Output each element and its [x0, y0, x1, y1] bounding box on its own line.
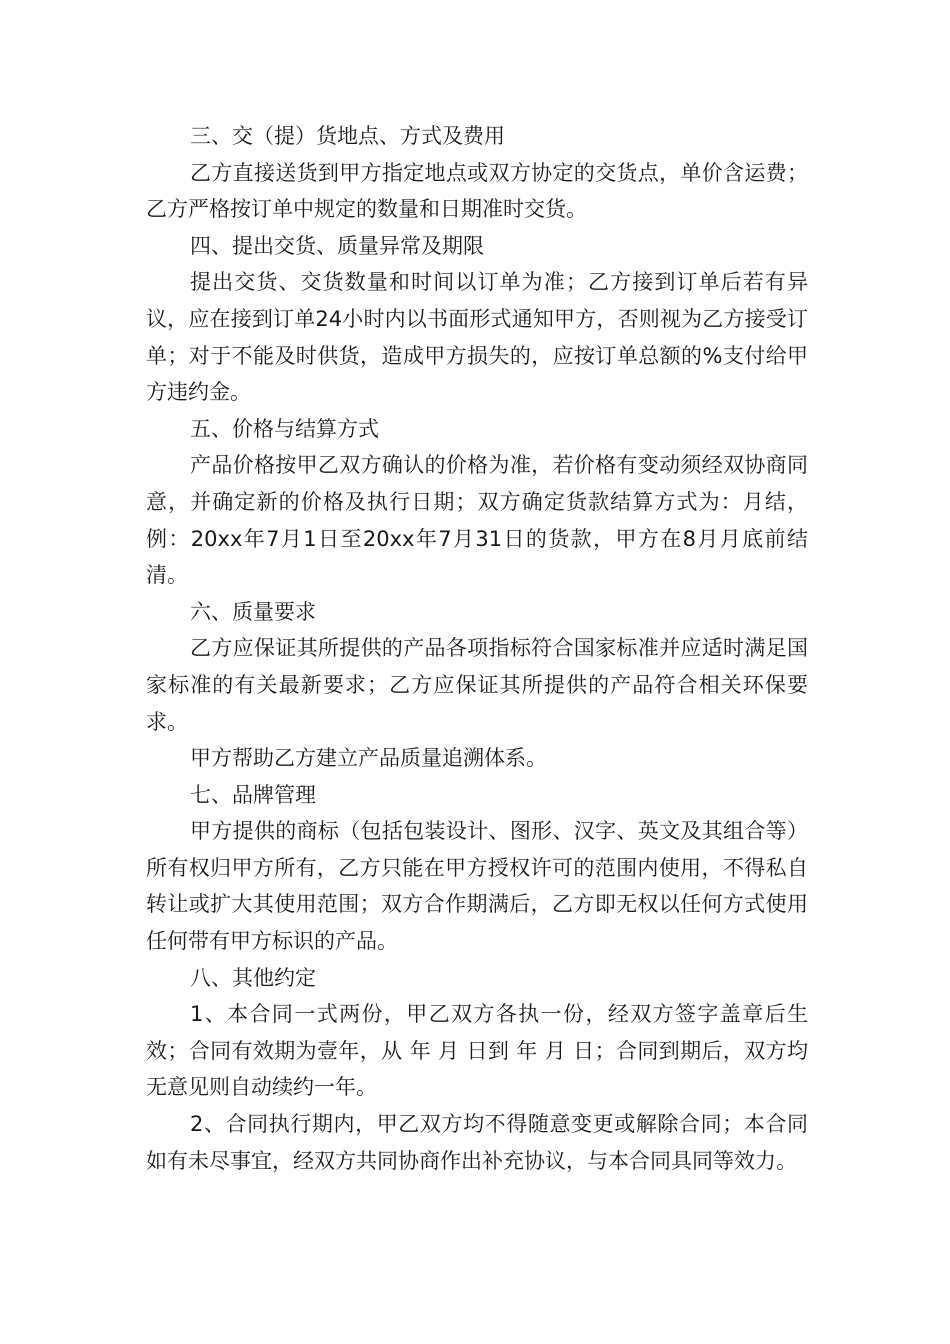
- section-heading-other: 八、其他约定: [190, 965, 316, 990]
- paragraph-delivery-terms: 乙方直接送货到甲方指定地点或双方协定的交货点，单价含运费；乙方严格按订单中规定的数量和日期准时交货。: [146, 160, 808, 222]
- paragraph-quality-terms: 乙方应保证其所提供的产品各项指标符合国家标准并应适时满足国家标准的有关最新要求；乙方应保证其所提供的产品符合相关环保要求。: [146, 636, 808, 734]
- contract-body: [146, 118, 808, 1179]
- paragraph-pricing-terms: 产品价格按甲乙双方确认的价格为准，若价格有变动须经双协商同意，并确定新的价格及执行日期；双方确定货款结算方式为：月结，例：20xx年7月1日至20xx年7月31日的货款，甲方在8月月底前结清。: [146, 453, 808, 588]
- section-heading-quality: 六、质量要求: [190, 599, 316, 624]
- paragraph-brand-terms: 甲方提供的商标（包括包装设计、图形、汉字、英文及其组合等）所有权归甲方所有，乙方只能在甲方授权许可的范围内使用，不得私自转让或扩大其使用范围；双方合作期满后，乙方即无权以任何方式使用任何带有甲方标识的产品。: [146, 819, 808, 954]
- paragraph-other-term-2: 2、合同执行期内，甲乙双方均不得随意变更或解除合同；本合同如有未尽事宜，经双方共同协商作出补充协议，与本合同具同等效力。: [146, 1112, 808, 1173]
- section-heading-exceptions: 四、提出交货、质量异常及期限: [190, 233, 484, 258]
- section-heading-delivery: 三、交（提）货地点、方式及费用: [190, 124, 505, 148]
- section-heading-brand: 七、品牌管理: [190, 782, 316, 807]
- paragraph-traceability: 甲方帮助乙方建立产品质量追溯体系。: [190, 746, 547, 771]
- paragraph-other-term-1: 1、本合同一式两份，甲乙双方各执一份，经双方签字盖章后生效；合同有效期为壹年，从 年 月 日到 年 月 日；合同到期后，双方均无意见则自动续约一年。: [146, 1002, 808, 1100]
- paragraph-exception-terms: 提出交货、交货数量和时间以订单为准；乙方接到订单后若有异议，应在接到订单24小时内以书面形式通知甲方，否则视为乙方接受订单；对于不能及时供货，造成甲方损失的，应按订单总额的%支付给甲方违约金。: [146, 270, 808, 405]
- section-heading-pricing: 五、价格与结算方式: [190, 416, 379, 441]
